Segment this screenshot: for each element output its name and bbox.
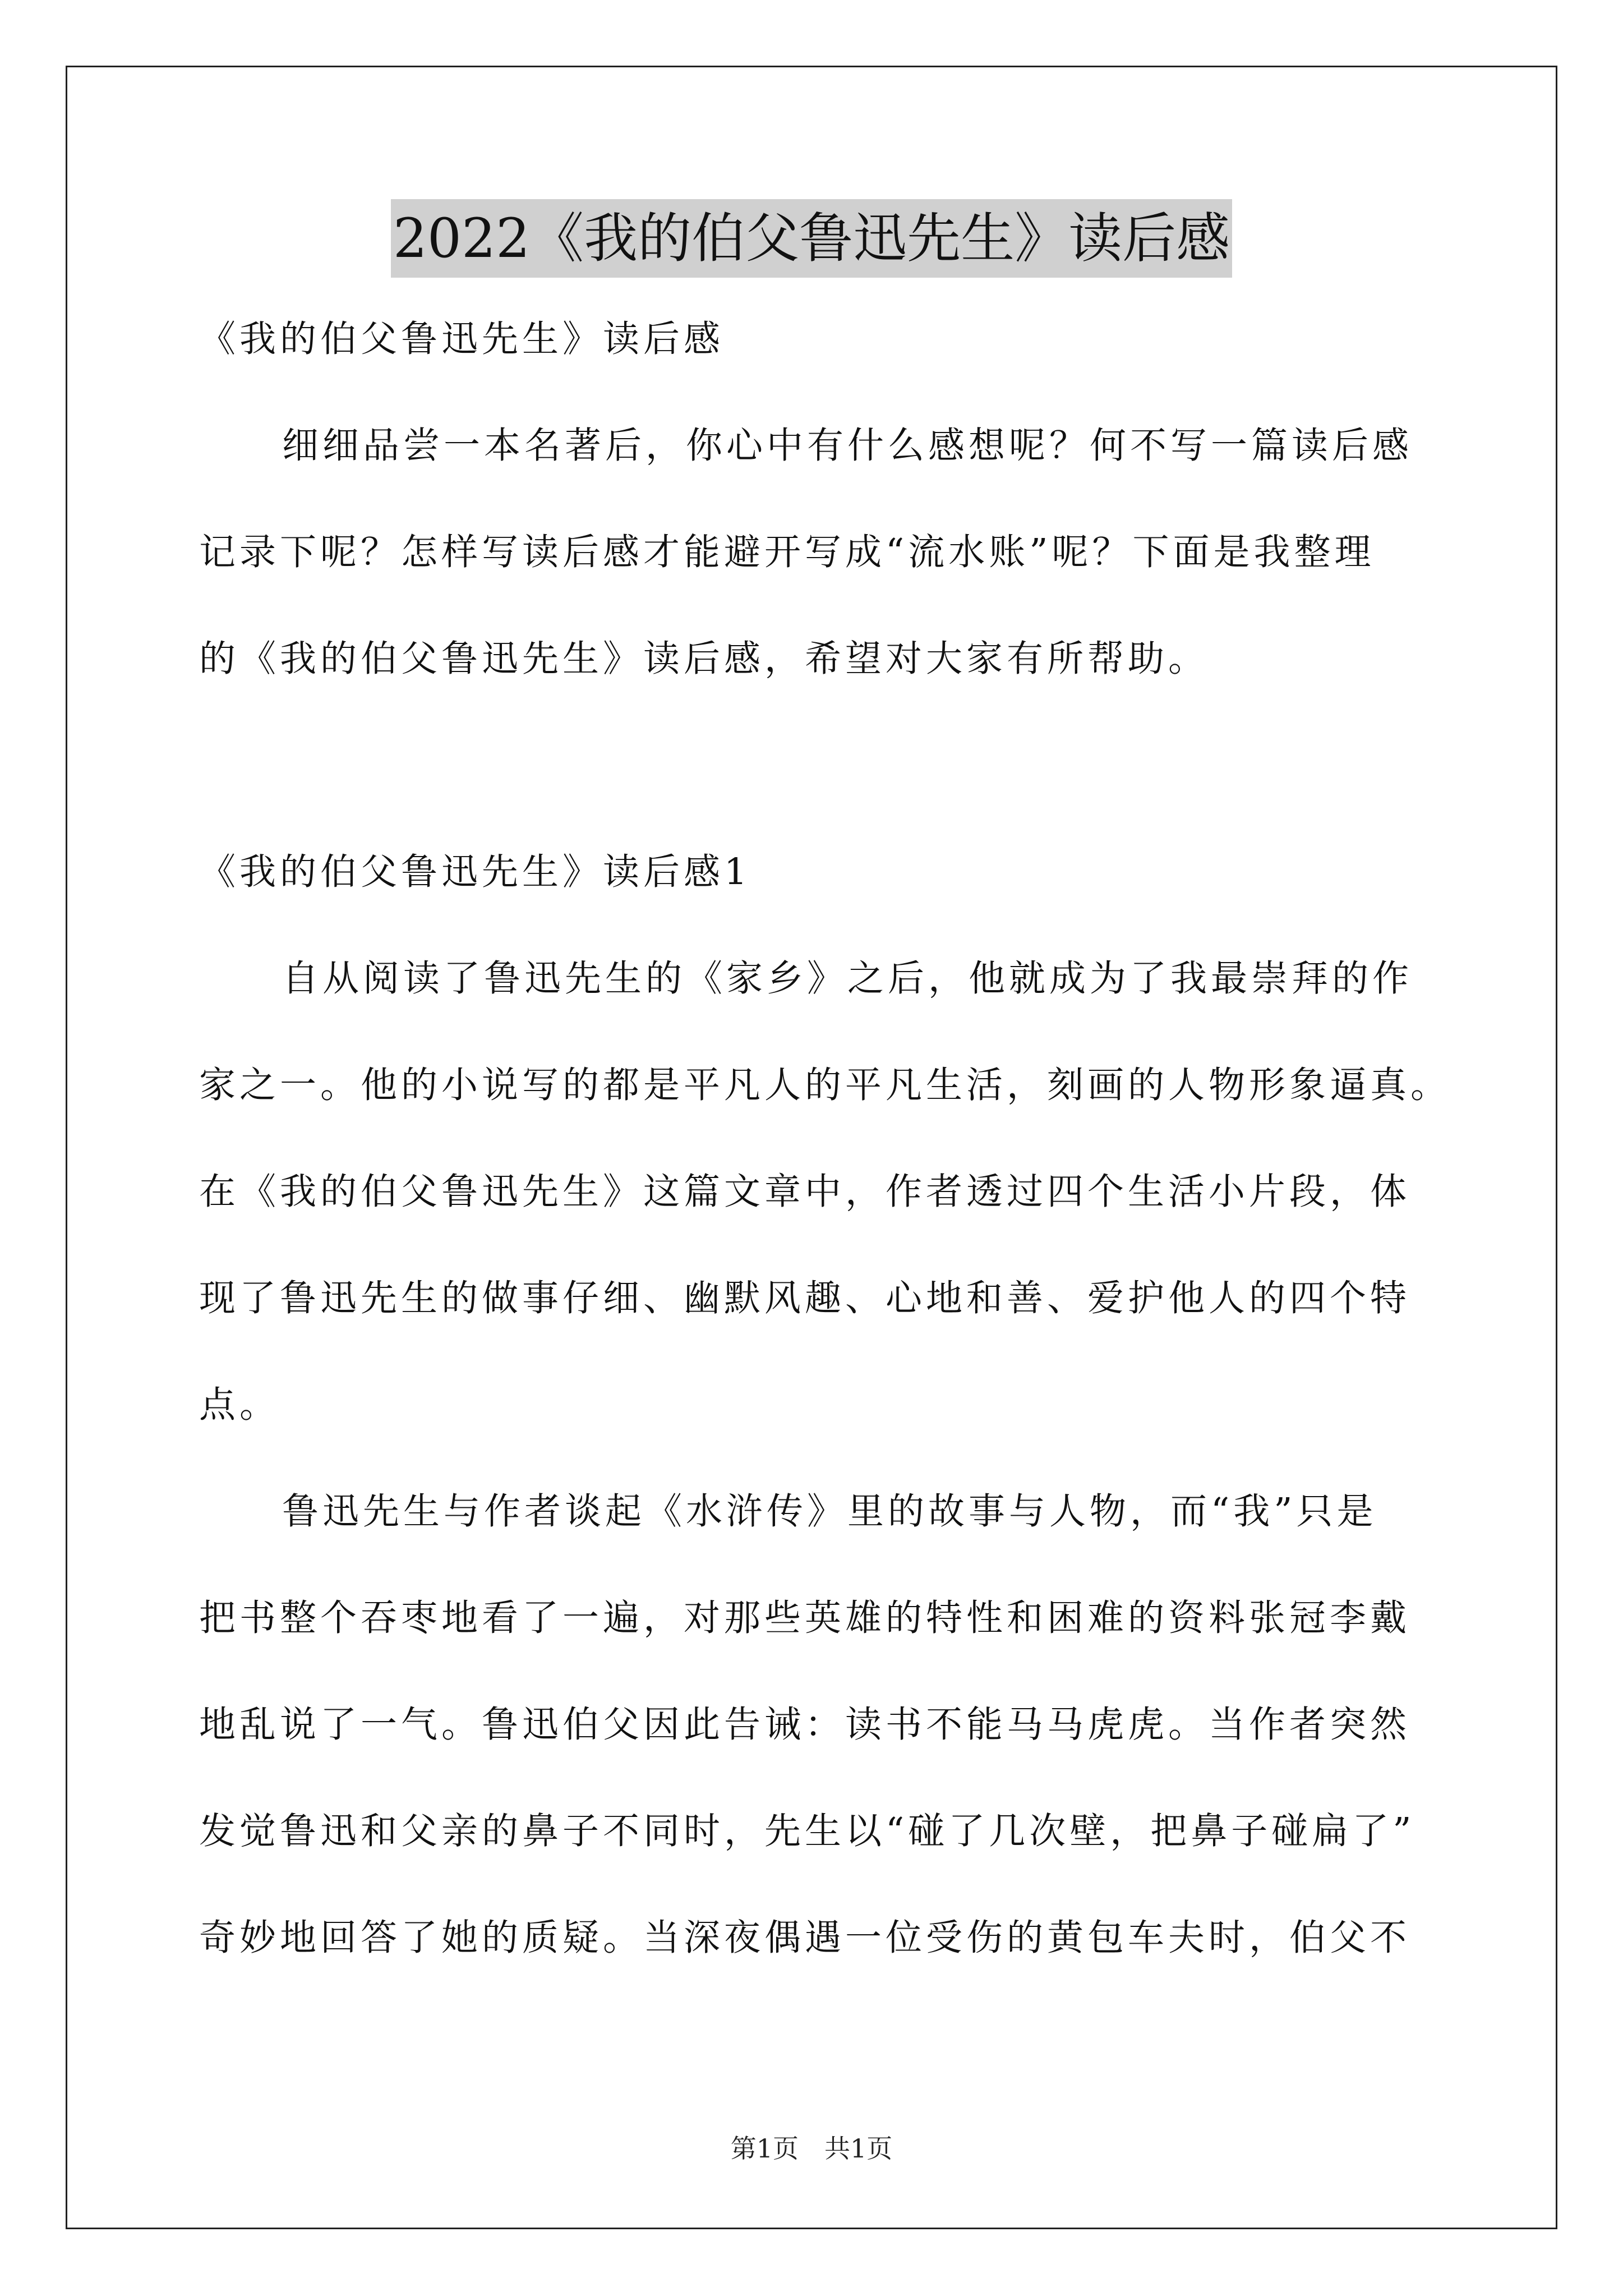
section-heading: 《我的伯父鲁迅先生》读后感 [199,318,725,360]
section-heading: 《我的伯父鲁迅先生》读后感1 [199,851,751,893]
document-title: 2022《我的伯父鲁迅先生》读后感 [391,199,1232,278]
paragraph-line: 记录下呢？怎样写读后感才能避开写成“流水账”呢？下面是我整理 [199,531,1375,573]
paragraph-line: 自从阅读了鲁迅先生的《家乡》之后，他就成为了我最崇拜的作 [282,958,1413,1000]
paragraph-line: 发觉鲁迅和父亲的鼻子不同时，先生以“碰了几次壁，把鼻子碰扁了” [199,1810,1415,1852]
paragraph-line: 鲁迅先生与作者谈起《水浒传》里的故事与人物，而“我”只是 [282,1490,1377,1533]
title-container [0,199,1623,278]
paragraph-line: 在《我的伯父鲁迅先生》这篇文章中，作者透过四个生活小片段，体 [199,1171,1411,1213]
document-body [199,317,1451,2022]
paragraph-line: 把书整个吞枣地看了一遍，对那些英雄的特性和困难的资料张冠李戴 [199,1597,1411,1639]
paragraph-line: 奇妙地回答了她的质疑。当深夜偶遇一位受伤的黄包车夫时，伯父不 [199,1917,1411,1959]
paragraph-line: 点。 [199,1384,280,1426]
paragraph-line: 细细品尝一本名著后，你心中有什么感想呢？何不写一篇读后感 [282,425,1413,467]
page-footer: 第1页 共1页 [730,2133,893,2164]
paragraph-line: 家之一。他的小说写的都是平凡人的平凡生活，刻画的人物形象逼真。 [199,1064,1451,1106]
paragraph-line: 地乱说了一气。鲁迅伯父因此告诫：读书不能马马虎虎。当作者突然 [199,1704,1411,1746]
paragraph-line: 现了鲁迅先生的做事仔细、幽默风趣、心地和善、爱护他人的四个特 [199,1277,1411,1319]
paragraph-line: 的《我的伯父鲁迅先生》读后感，希望对大家有所帮助。 [199,638,1209,680]
